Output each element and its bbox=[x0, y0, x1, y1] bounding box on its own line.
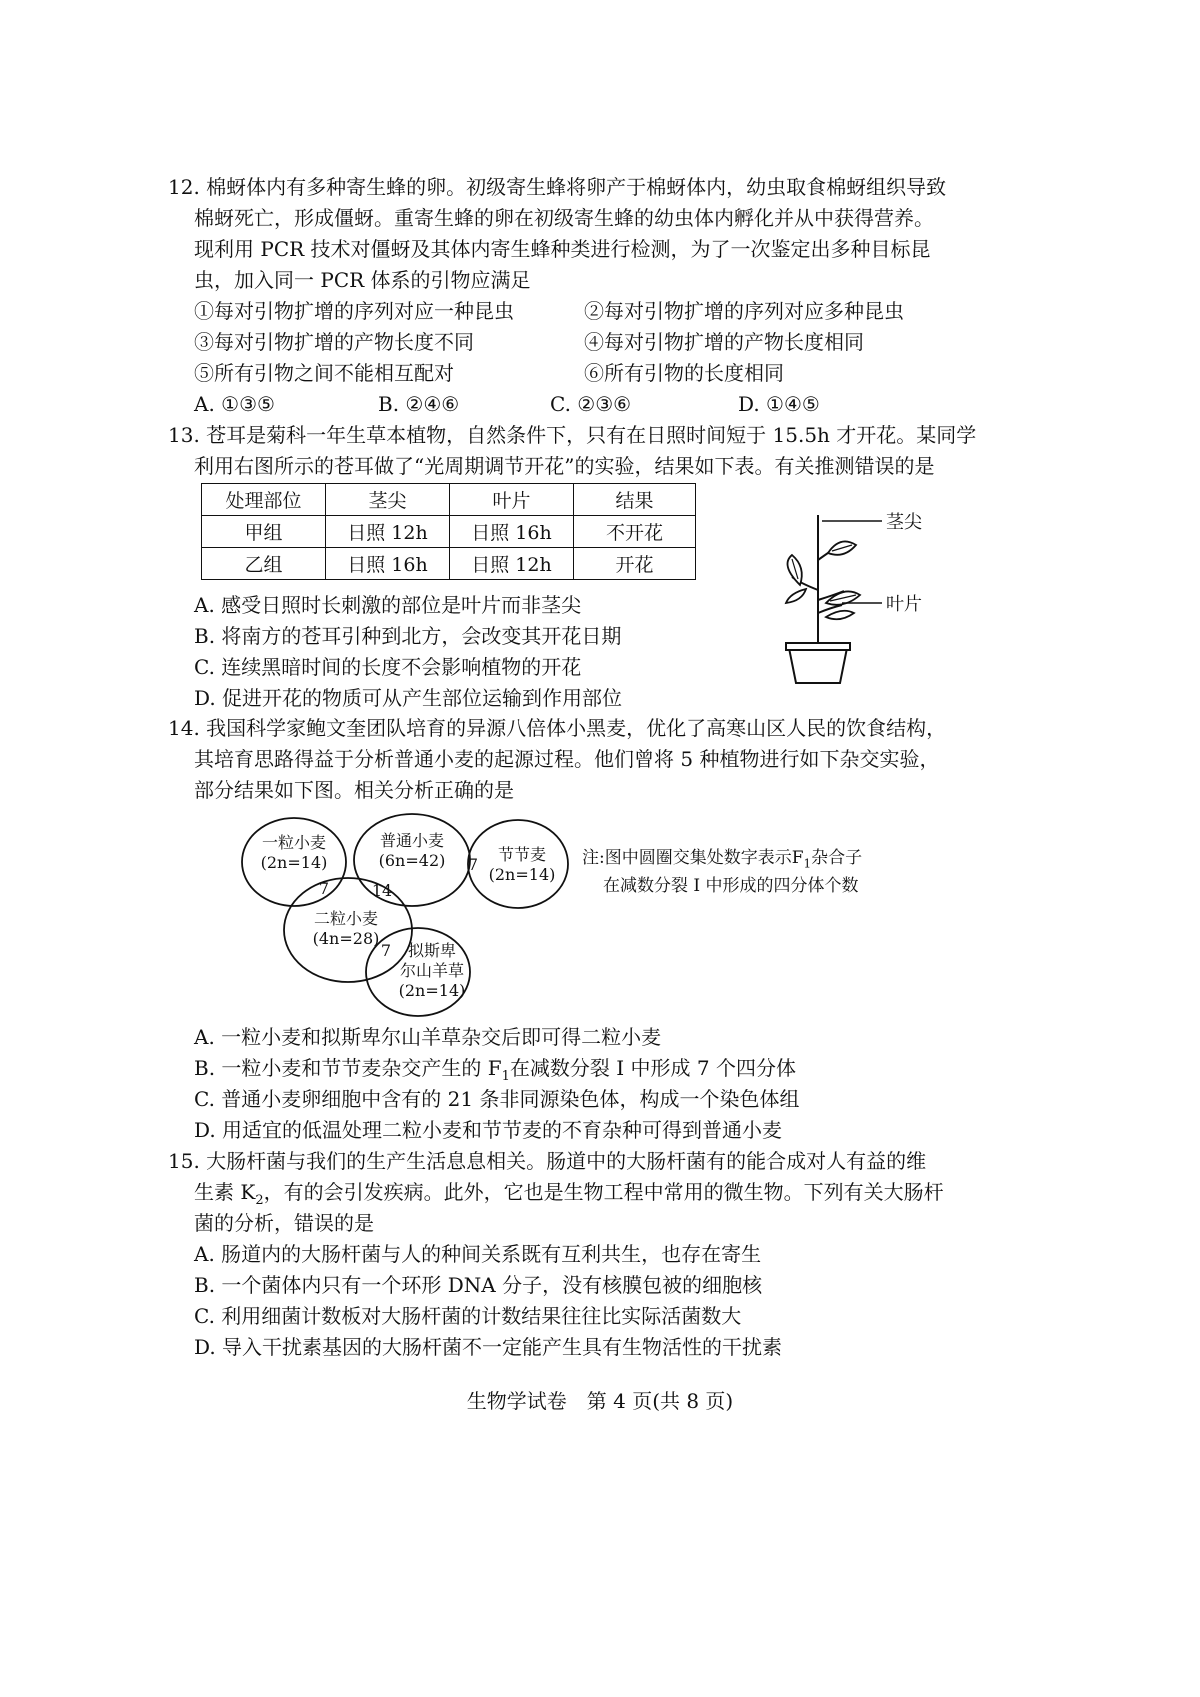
q12-item: ⑤所有引物之间不能相互配对 bbox=[194, 361, 454, 385]
q12-item: ②每对引物扩增的序列对应多种昆虫 bbox=[584, 299, 904, 323]
table-row bbox=[202, 548, 696, 580]
q14-choice-b-text-tail: 在减数分裂 Ⅰ 中形成 7 个四分体 bbox=[509, 1056, 796, 1080]
q14-stem-line: 其培育思路得益于分析普通小麦的起源过程。他们曾将 5 种植物进行如下杂交实验， bbox=[194, 747, 940, 771]
q15-choice-c[interactable]: C. 利用细菌计数板对大肠杆菌的计数结果往往比实际活菌数大 bbox=[194, 1304, 742, 1328]
question-14 bbox=[168, 713, 984, 806]
table-cell: 日照 16h bbox=[326, 548, 450, 580]
hybridization-diagram bbox=[240, 810, 570, 1020]
question-15 bbox=[168, 1146, 984, 1363]
intersection-common-goatgrass: 7 bbox=[467, 855, 479, 874]
label-common-wheat: 普通小麦 bbox=[379, 831, 445, 850]
label-goatgrass: 节节麦 bbox=[497, 845, 547, 864]
plant-leaves bbox=[786, 541, 860, 619]
table-cell: 甲组 bbox=[202, 516, 326, 548]
q12-item-row bbox=[194, 296, 984, 327]
q14-choice-c[interactable]: C. 普通小麦卵细胞中含有的 21 条非同源染色体，构成一个染色体组 bbox=[194, 1087, 800, 1111]
q15-stem-text-tail: ，有的会引发疾病。此外，它也是生物工程中常用的微生物。下列有关大肠杆 bbox=[263, 1180, 944, 1204]
note-subscript: 1 bbox=[803, 856, 812, 871]
intersection-common-emmer: 14 bbox=[371, 881, 393, 900]
q14-choice-b-subscript: 1 bbox=[501, 1069, 510, 1084]
q13-choice-a[interactable]: A. 感受日照时长刺激的部位是叶片而非茎尖 bbox=[194, 593, 582, 617]
q13-stem-line: 13. 苍耳是菊科一年生草本植物，自然条件下，只有在日照时间短于 15.5h 才开花。某同学 bbox=[168, 423, 977, 447]
q12-choice-row bbox=[194, 389, 984, 420]
q12-choice-b[interactable]: B. ②④⑥ bbox=[378, 392, 460, 416]
question-13 bbox=[168, 420, 984, 482]
note-text: 注:图中圆圈交集处数字表示F bbox=[582, 848, 804, 868]
q14-choice-b-text: B. 一粒小麦和节节麦杂交产生的 F bbox=[194, 1056, 502, 1080]
label-emmer: 二粒小麦 bbox=[313, 909, 379, 928]
q12-item: ③每对引物扩增的产物长度不同 bbox=[194, 330, 474, 354]
q12-item-row bbox=[194, 327, 984, 358]
page-footer: 生物学试卷 第 4 页(共 8 页) bbox=[466, 1389, 734, 1413]
q12-choice-a[interactable]: A. ①③⑤ bbox=[194, 392, 275, 416]
label-goatgrass-ploidy: (2n=14) bbox=[488, 865, 556, 884]
q12-stem-line: 棉蚜死亡，形成僵蚜。重寄生蜂的卵在初级寄生蜂的幼虫体内孵化并从中获得营养。 bbox=[194, 206, 934, 230]
label-einkorn-ploidy: (2n=14) bbox=[260, 853, 328, 872]
q12-stem-line: 虫，加入同一 PCR 体系的引物应满足 bbox=[194, 268, 531, 292]
label-stem-tip: 茎尖 bbox=[886, 512, 922, 533]
q14-choices bbox=[194, 1022, 984, 1146]
label-speltoides-ploidy: (2n=14) bbox=[398, 981, 466, 1000]
circle-goatgrass bbox=[468, 820, 568, 908]
q15-stem-line: 15. 大肠杆菌与我们的生产生活息息相关。肠道中的大肠杆菌有的能合成对人有益的维 bbox=[168, 1149, 927, 1173]
table-cell: 日照 16h bbox=[450, 516, 574, 548]
table-header-cell: 结果 bbox=[574, 484, 696, 516]
q15-stem-line bbox=[194, 1177, 984, 1208]
table-cell: 不开花 bbox=[574, 516, 696, 548]
label-speltoides-2: 尔山羊草 bbox=[399, 961, 465, 980]
q13-choice-b[interactable]: B. 将南方的苍耳引种到北方，会改变其开花日期 bbox=[194, 624, 622, 648]
q13-stem-line: 利用右图所示的苍耳做了“光周期调节开花”的实验，结果如下表。有关推测错误的是 bbox=[194, 454, 935, 478]
diagram-note-line-1 bbox=[582, 843, 862, 870]
table-cell: 开花 bbox=[574, 548, 696, 580]
table-cell: 乙组 bbox=[202, 548, 326, 580]
label-common-wheat-ploidy: (6n=42) bbox=[378, 851, 446, 870]
note-text-tail: 杂合子 bbox=[811, 848, 863, 868]
question-12 bbox=[168, 172, 984, 420]
table-header-cell: 茎尖 bbox=[326, 484, 450, 516]
q12-stem-line: 12. 棉蚜体内有多种寄生蜂的卵。初级寄生蜂将卵产于棉蚜体内，幼虫取食棉蚜组织导致 bbox=[168, 175, 947, 199]
q12-item-row bbox=[194, 358, 984, 389]
q14-stem-line: 部分结果如下图。相关分析正确的是 bbox=[194, 778, 514, 802]
q15-choice-a[interactable]: A. 肠道内的大肠杆菌与人的种间关系既有互利共生，也存在寄生 bbox=[194, 1242, 762, 1266]
q12-stem-line: 现利用 PCR 技术对僵蚜及其体内寄生蜂种类进行检测，为了一次鉴定出多种目标昆 bbox=[194, 237, 931, 261]
q13-choice-d[interactable]: D. 促进开花的物质可从产生部位运输到作用部位 bbox=[194, 686, 623, 710]
table-cell: 日照 12h bbox=[326, 516, 450, 548]
q14-choice-d[interactable]: D. 用适宜的低温处理二粒小麦和节节麦的不育杂种可得到普通小麦 bbox=[194, 1118, 783, 1142]
table-row bbox=[202, 516, 696, 548]
q12-item: ⑥所有引物的长度相同 bbox=[584, 361, 784, 385]
q12-item: ①每对引物扩增的序列对应一种昆虫 bbox=[194, 299, 514, 323]
label-leaf: 叶片 bbox=[886, 594, 922, 615]
label-speltoides-1: 拟斯卑 bbox=[407, 941, 457, 960]
intersection-einkorn-emmer: 7 bbox=[318, 879, 330, 898]
q12-choice-d[interactable]: D. ①④⑤ bbox=[738, 392, 820, 416]
q14-stem-line: 14. 我国科学家鲍文奎团队培育的异源八倍体小黑麦，优化了高寒山区人民的饮食结构， bbox=[168, 716, 947, 740]
q15-subscript: 2 bbox=[255, 1193, 264, 1208]
q15-stem-line: 菌的分析，错误的是 bbox=[194, 1211, 374, 1235]
q13-choice-c[interactable]: C. 连续黑暗时间的长度不会影响植物的开花 bbox=[194, 655, 582, 679]
q13-table bbox=[201, 483, 696, 580]
intersection-emmer-speltoides: 7 bbox=[380, 941, 392, 960]
table-header-cell: 叶片 bbox=[450, 484, 574, 516]
q12-choice-c[interactable]: C. ②③⑥ bbox=[550, 392, 632, 416]
diagram-note-line-2: 在减数分裂 Ⅰ 中形成的四分体个数 bbox=[603, 876, 859, 896]
q12-item: ④每对引物扩增的产物长度相同 bbox=[584, 330, 864, 354]
label-emmer-ploidy: (4n=28) bbox=[312, 929, 380, 948]
plant-figure bbox=[770, 505, 970, 690]
table-header-row bbox=[202, 484, 696, 516]
q15-choice-b[interactable]: B. 一个菌体内只有一个环形 DNA 分子，没有核膜包被的细胞核 bbox=[194, 1273, 763, 1297]
label-einkorn: 一粒小麦 bbox=[261, 833, 327, 852]
table-cell: 日照 12h bbox=[450, 548, 574, 580]
q15-choice-d[interactable]: D. 导入干扰素基因的大肠杆菌不一定能产生具有生物活性的干扰素 bbox=[194, 1335, 783, 1359]
table-header-cell: 处理部位 bbox=[202, 484, 326, 516]
q14-choice-a[interactable]: A. 一粒小麦和拟斯卑尔山羊草杂交后即可得二粒小麦 bbox=[194, 1025, 662, 1049]
q15-stem-text: 生素 K bbox=[194, 1180, 256, 1204]
q14-choice-b[interactable] bbox=[194, 1053, 984, 1084]
